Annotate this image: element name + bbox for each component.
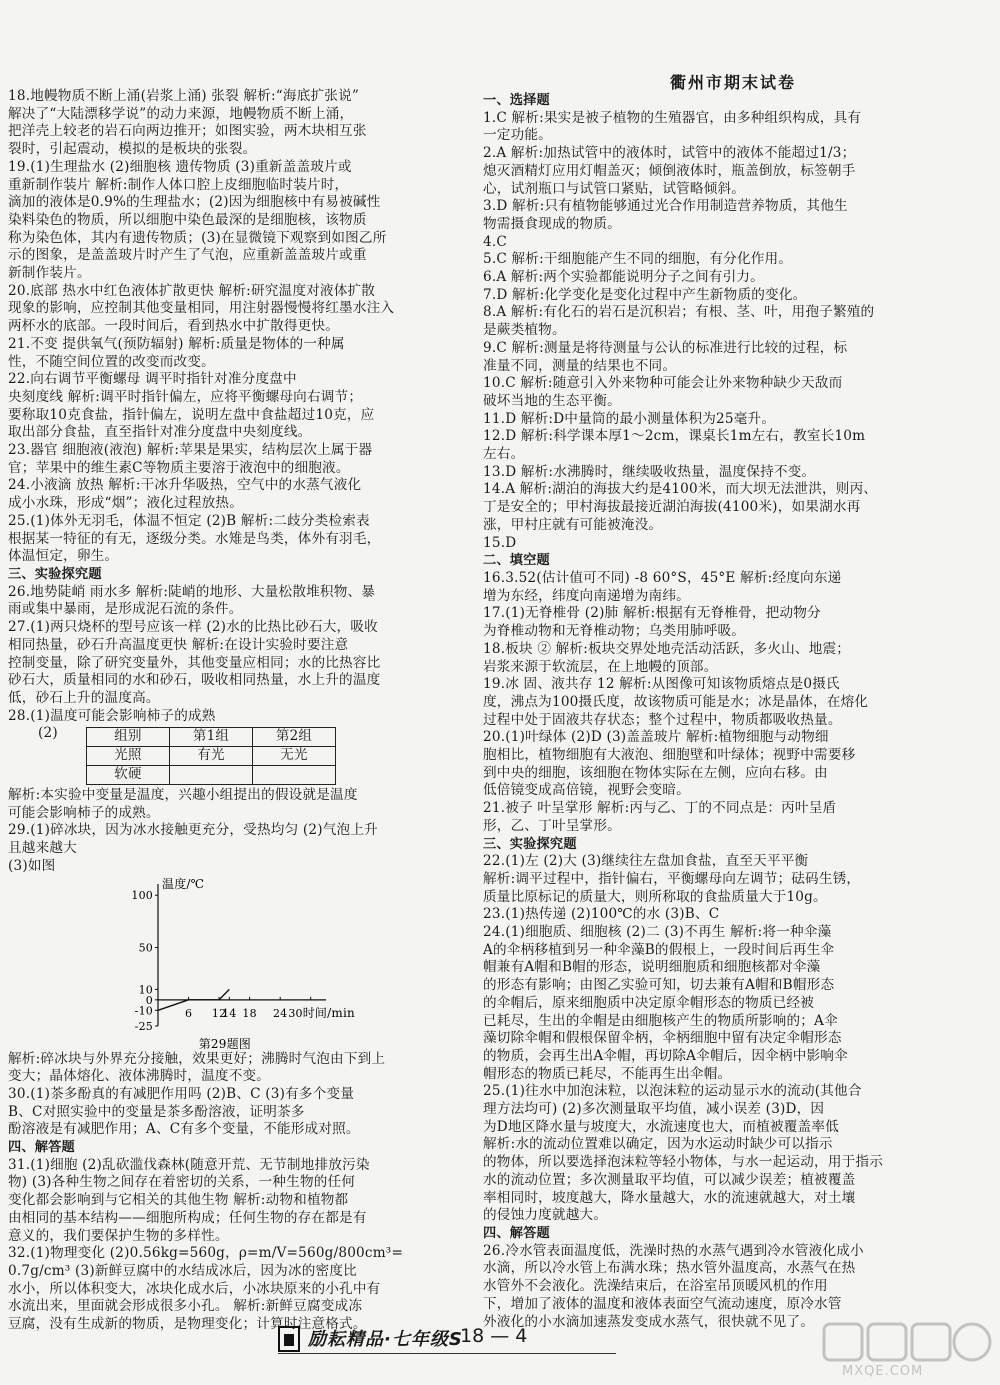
answer-line: 帽兼有A帽和B帽的形态，说明细胞质和细胞核都对伞藻 bbox=[483, 959, 821, 976]
answer-line: 涨，甲村庄就有可能被淹没。 bbox=[483, 516, 663, 533]
answer-line: 一定功能。 bbox=[483, 127, 552, 144]
answer-line: 相同热量，砂石升高温度更快 解析:在设计实验时要注意 bbox=[8, 636, 349, 653]
answer-line: 左右。 bbox=[483, 446, 525, 463]
answer-line: 成小水珠，形成“烟”；液化过程放热。 bbox=[8, 495, 243, 512]
watermark-logo bbox=[820, 1318, 995, 1380]
answer-line: 性，不随空间位置的改变而改变。 bbox=[8, 353, 215, 370]
answer-line: 24.(1)细胞质、细胞核 (2)二 (3)不再生 解析:将一种伞藻 bbox=[483, 924, 832, 941]
answer-line: 控制变量，除了研究变量外，其他变量应相同；水的比热容比 bbox=[8, 654, 381, 671]
answer-line: 重新制作装片 解析:制作人体口腔上皮细胞临时装片时， bbox=[8, 176, 349, 193]
answer-line: 9.C 解析:测量是将待测量与公认的标准进行比较的过程，标 bbox=[483, 339, 848, 356]
answer-line: 19.冰 固、液共存 12 解析:从图像可知该物质熔点是0摄氏 bbox=[483, 676, 840, 693]
section-heading: 一、选择题 bbox=[483, 93, 550, 108]
answer-line: 19.(1)生理盐水 (2)细胞核 遗传物质 (3)重新盖盖玻片或 bbox=[8, 158, 352, 175]
answer-line: 2.A 解析:加热试管中的液体时，试管中的液体不能超过1/3； bbox=[483, 145, 856, 162]
q28-header-row bbox=[87, 728, 336, 747]
answer-line: 且越来越大 bbox=[8, 840, 77, 857]
left-answer-lines-3 bbox=[8, 1051, 474, 1334]
answer-line: 染料染色的物质，所以细胞中染色最深的是细胞核，该物质 bbox=[8, 211, 367, 228]
answer-line: 10.C 解析:随意引入外来物种可能会让外来物种缺少天敌而 bbox=[483, 375, 843, 392]
answer-line: 物) (3)各种生物之间存在着密切的关系，一种生物的任何 bbox=[8, 1174, 356, 1191]
answer-line: 新制作装片。 bbox=[8, 265, 91, 282]
answer-line: 体温恒定，卵生。 bbox=[8, 548, 119, 565]
answer-line: 15.D bbox=[483, 534, 517, 551]
answer-line: 解析:调平过程中，指针偏右，平衡螺母向左调节；砝码生锈， bbox=[483, 870, 861, 887]
answer-line: 理方法均可) (2)多次测量取平均值，减小误差 (3)D，因 bbox=[483, 1101, 825, 1118]
answer-line: 25.(1)体外无羽毛，体温不恒定 (2)B 解析:二歧分类检索表 bbox=[8, 512, 370, 529]
answer-line: 解析:本实验中变量是温度，兴趣小组提出的假设就是温度 bbox=[8, 787, 358, 804]
answer-line: 8.A 解析:有化石的岩石是沉积岩；有根、茎、叶，用孢子繁殖的 bbox=[483, 304, 875, 321]
y-tick-label: 100 bbox=[131, 888, 153, 902]
answer-line: 18.地幔物质不断上涌(岩浆上涌) 张裂 解析:“海底扩张说” bbox=[8, 88, 360, 104]
answer-line: 13.D 解析:水沸腾时，继续吸收热量，温度保持不变。 bbox=[483, 463, 816, 480]
answer-line: 5.C 解析:干细胞能产生不同的细胞，有分化作用。 bbox=[483, 251, 793, 268]
answer-line: 豆腐，没有生成新的物质，是物理变化；计算时注意格式。 bbox=[8, 1316, 367, 1333]
answer-line: 27.(1)两只烧杯的型号应该一样 (2)水的比热比砂石大，吸收 bbox=[8, 619, 378, 636]
answer-line: 裂时，引起震动，模拟的是板块的张裂。 bbox=[8, 141, 257, 158]
answer-line: 1.C 解析:果实是被子植物的生殖器官，由多种组织构成，具有 bbox=[483, 109, 862, 126]
answer-line: 可能会影响柿子的成熟。 bbox=[8, 804, 160, 821]
q28-header-cell: 第1组 bbox=[170, 728, 253, 747]
section-heading: 三、实验探究题 bbox=[8, 566, 102, 582]
answer-line: 21.被子 叶呈掌形 解析:丙与乙、丁的不同点是：丙叶呈盾 bbox=[483, 800, 837, 817]
answer-line: 示的图象，是盖盖玻片时产生了气泡，应重新盖盖玻片或重 bbox=[8, 247, 367, 264]
answer-line: 两杯水的底部。一段时间后，看到热水中扩散得更快。 bbox=[8, 318, 340, 335]
answer-line: 心，试剂瓶口与试管口紧贴，试管略倾斜。 bbox=[483, 180, 746, 197]
answer-line: 的物体，所以要选择泡沫粒等轻小物体，与水一起运动，用于指示 bbox=[483, 1154, 884, 1171]
answer-line: 26.冷水管表面温度低，洗澡时热的水蒸气遇到冷水管液化成小 bbox=[483, 1242, 864, 1259]
section-heading: 二、填空题 bbox=[483, 553, 550, 569]
answer-line: 11.D 解析:D中量筒的最小测量体积为25毫升。 bbox=[483, 410, 776, 427]
answer-line: 率相同时，坡度越大，降水量越大，水的流速就越大，对土壤 bbox=[483, 1189, 856, 1206]
answer-line: 变化都会影响到与它相关的其他生物 解析:动物和植物都 bbox=[8, 1192, 349, 1209]
x-tick-label: 14 bbox=[222, 1006, 237, 1020]
answer-line: 28.(1)温度可能会影响柿子的成熟 bbox=[8, 707, 216, 724]
answer-line: 帽形态的物质已耗尽，不能再生出伞帽。 bbox=[483, 1065, 732, 1082]
answer-line: 增为东经，纬度向南递增为南纬。 bbox=[483, 587, 690, 604]
answer-line: 水滴，所以冷水管上布满水珠；热水管外温度高，水蒸气在热 bbox=[483, 1260, 856, 1277]
answer-line: 为脊椎动物和无脊椎动物；乌类用肺呼吸。 bbox=[483, 623, 746, 640]
answer-line: 3.D 解析:只有植物能够通过光合作用制造营养物质，其他生 bbox=[483, 198, 848, 215]
q28-cell: 软硬 bbox=[87, 766, 170, 785]
answer-line: 形，乙、丁叶呈掌形。 bbox=[483, 817, 621, 834]
answer-line: 29.(1)碎冰块，因为冰水接触更充分，受热均匀 (2)气泡上升 bbox=[8, 822, 378, 839]
x-tick-label: 12 bbox=[211, 1006, 227, 1020]
answer-line: 已耗尽，生出的伞帽是由细胞核产生的物质所影响的；A伞 bbox=[483, 1012, 838, 1029]
answer-line: 低，砂石上升的温度高。 bbox=[8, 689, 160, 706]
answer-line: 18.板块 ② 解析:板块交界处地壳活动活跃，多火山、地震； bbox=[483, 640, 851, 657]
answer-line: 26.地势陡峭 雨水多 解析:陡峭的地形、大量松散堆积物、暴 bbox=[8, 583, 376, 600]
watermark-text: MXQE.COM bbox=[842, 1364, 924, 1379]
q28-cell: 有光 bbox=[170, 747, 253, 766]
answer-line: 变大；晶体熔化、液体沸腾时，温度不变。 bbox=[8, 1068, 271, 1085]
q28-table bbox=[86, 727, 336, 785]
answer-line: 32.(1)物理变化 (2)0.56kg=560g，ρ=m/V=560g/800cm³= bbox=[8, 1245, 404, 1262]
answer-line: 16.3.52(估计值可不同) -8 60°S，45°E 解析:经度向东递 bbox=[483, 569, 842, 586]
q28-cell bbox=[170, 766, 253, 785]
answer-line: 低倍镜变成高倍镜，视野会变暗。 bbox=[483, 782, 690, 799]
answer-line: 23.器官 细胞液(液泡) 解析:苹果是果实，结构层次上属于器 bbox=[8, 442, 373, 459]
q28-row bbox=[87, 747, 336, 766]
y-tick-label: 10 bbox=[138, 982, 153, 996]
answer-line: 丁是安全的；甲村海拔最接近湖泊海拔(4100米)，如果湖水再 bbox=[483, 499, 861, 516]
answer-line: 把洋壳上较老的岩石向两边推开；如图实验，两木块相互张 bbox=[8, 123, 367, 140]
x-tick-label: 6 bbox=[184, 1006, 193, 1020]
left-column bbox=[8, 88, 474, 1334]
answer-line: (3)如图 bbox=[8, 857, 56, 874]
exam-title: 衢州市期末试卷 bbox=[669, 73, 796, 92]
answer-line: 央刻度线 解析:调平时指针偏左，应将平衡螺母向右调节； bbox=[8, 388, 363, 405]
answer-line: 根据某一特征的有无，逐级分类。水雉是鸟类，体外有羽毛， bbox=[8, 530, 381, 547]
q28-cell bbox=[253, 766, 336, 785]
answer-line: 23.(1)热传递 (2)100℃的水 (3)B、C bbox=[483, 906, 720, 923]
answer-line: 质量比原标记的质量大，则所称取的食盐质量大于10g。 bbox=[483, 888, 827, 905]
answer-line: 官；苹果中的维生素C等物质主要溶于液泡中的细胞液。 bbox=[8, 459, 350, 476]
answer-line: 的形态有影响；由图乙实验可知，切去兼有A帽和B帽形态 bbox=[483, 977, 835, 994]
answer-line: 要称取10克食盐，指针偏左，说明左盘中食盐超过10克，应 bbox=[8, 406, 375, 423]
answer-line: 为D地区降水量与坡度大，水流速度也大，而植被覆盖率低 bbox=[483, 1118, 839, 1135]
x-tick-label: 18 bbox=[242, 1006, 257, 1020]
answer-line: 24.小液滴 放热 解析:干冰升华吸热，空气中的水蒸气液化 bbox=[8, 477, 362, 494]
answer-line: 25.(1)往水中加泡沫粒，以泡沫粒的运动显示水的流动(其他合 bbox=[483, 1083, 862, 1100]
answer-line: 20.底部 热水中红色液体扩散更快 解析:研究温度对液体扩散 bbox=[8, 282, 376, 299]
answer-line: 17.(1)无脊椎骨 (2)肺 解析:根据有无脊椎骨，把动物分 bbox=[483, 605, 821, 622]
answer-line: 水小，所以体积变大，冰块化成水后，小冰块原来的小孔中有 bbox=[8, 1280, 381, 1297]
brand-logo-icon bbox=[278, 1326, 300, 1352]
left-answer-lines bbox=[8, 88, 474, 725]
answer-line: 31.(1)细胞 (2)乱砍滥伐森林(随意开荒、无节制地排放污染 bbox=[8, 1156, 370, 1173]
q28-row bbox=[87, 766, 336, 785]
page-number: 18 — 4 bbox=[460, 1325, 528, 1347]
y-axis-label: 温度/℃ bbox=[162, 876, 205, 891]
footer-rule bbox=[278, 1353, 616, 1354]
answer-line: 藻切除伞帽和假根保留伞柄，伞柄细胞中留有决定伞帽形态 bbox=[483, 1030, 842, 1047]
page-footer bbox=[278, 1324, 638, 1354]
answer-line: 4.C bbox=[483, 233, 507, 250]
answer-line: 外液化的小水滴加速蒸发变成水蒸气，很快就不见了。 bbox=[483, 1313, 815, 1330]
answer-line: 21.不变 提供氧气(预防辐射) 解析:质量是物体的一种属 bbox=[8, 335, 345, 352]
y-tick-label: -25 bbox=[134, 1019, 153, 1033]
answer-line: 熄灭酒精灯应用灯帽盖灭；倾倒液体时，瓶盖倒放，标签朝手 bbox=[483, 162, 856, 179]
y-tick-label: 0 bbox=[145, 993, 153, 1007]
q29-chart bbox=[8, 876, 474, 1051]
answer-line: 意义的，我们要保护生物的多样性。 bbox=[8, 1227, 229, 1244]
left-answer-lines-2 bbox=[8, 787, 474, 876]
q28-prefix: (2) bbox=[38, 725, 58, 742]
answer-line: B、C对照实验中的变量是茶多酚溶液，证明茶多 bbox=[8, 1103, 305, 1120]
answer-line: 现象的影响，应控制其他变量相同，用注射器慢慢将红墨水注入 bbox=[8, 300, 395, 317]
answer-line: 下，增加了液体的温度和液体表面空气流动速度，原冷水管 bbox=[483, 1295, 842, 1312]
answer-line: 取出部分食盐，直至指针对准分度盘中央刻度线。 bbox=[8, 424, 312, 441]
answer-line: 准量不同，测量的结果也不同。 bbox=[483, 357, 677, 374]
x-tick-label: 30 bbox=[288, 1006, 303, 1020]
q28-header-cell: 组别 bbox=[87, 728, 170, 747]
chart-caption: 第29题图 bbox=[198, 1036, 252, 1051]
right-column bbox=[483, 92, 983, 1331]
answer-line: 20.(1)叶绿体 (2)D (3)盖盖玻片 解析:植物细胞与动物细 bbox=[483, 729, 829, 746]
answer-line: 的侵蚀力度就越大。 bbox=[483, 1207, 608, 1224]
answer-line: 解决了“大陆漂移学说”的动力来源，地幔物质不断上涌， bbox=[8, 105, 354, 122]
section-heading: 四、解答题 bbox=[483, 1226, 550, 1241]
watermark-stamp-icon bbox=[820, 1318, 995, 1366]
answer-line: A的伞柄移植到另一种伞藻B的假根上，一段时间后再生伞 bbox=[483, 941, 835, 958]
section-heading: 三、实验探究题 bbox=[483, 836, 577, 852]
answer-line: 解析:水的流动位置难以确定，因为水运动时缺少可以指示 bbox=[483, 1136, 833, 1153]
answer-line: 水的流动位置；多次测量取平均值，可以减少误差；植被覆盖 bbox=[483, 1171, 856, 1188]
answer-line: 物需摄食现成的物质。 bbox=[483, 215, 621, 232]
answer-line: 是蕨类植物。 bbox=[483, 322, 566, 339]
answer-line: 胞相比，植物细胞有大液泡、细胞壁和叶绿体；视野中需要移 bbox=[483, 747, 856, 764]
q28-header-cell: 第2组 bbox=[253, 728, 336, 747]
answer-line: 酚溶液是有减肥作用；A、C有多个变量，不能形成对照。 bbox=[8, 1121, 360, 1138]
answer-line: 度，沸点为100摄氏度，故该物质可能是水；冰是晶体，在熔化 bbox=[483, 693, 869, 710]
answer-line: 砂石大，质量相同的水和砂石，吸收相同热量，水上升的温度 bbox=[8, 672, 381, 689]
answer-line: 30.(1)茶多酚真的有减肥作用吗 (2)B、C (3)有多个变量 bbox=[8, 1085, 355, 1102]
footer-brand: 励耘精品·七年级S bbox=[308, 1329, 463, 1350]
x-axis-label: 时间/min bbox=[302, 1005, 355, 1020]
y-tick-label: -10 bbox=[134, 1003, 153, 1017]
x-tick-label: 24 bbox=[272, 1006, 288, 1020]
section-heading: 四、解答题 bbox=[8, 1140, 75, 1156]
q28-cell: 光照 bbox=[87, 747, 170, 766]
answer-line: 解析:碎冰块与外界充分接触，效果更好；沸腾时气泡由下到上 bbox=[8, 1050, 386, 1067]
answer-line: 滴加的液体是0.9%的生理盐水；(2)因为细胞核中有易被碱性 bbox=[8, 194, 381, 211]
answer-line: 雨或集中暴雨，是形成泥石流的条件。 bbox=[8, 601, 243, 618]
y-tick-label: 50 bbox=[138, 941, 153, 955]
answer-line: 的物质，会再生出A伞帽，再切除A伞帽后，因伞柄中影响伞 bbox=[483, 1047, 848, 1064]
answer-line: 0.7g/cm³ (3)新鲜豆腐中的水结成冰后，因为冰的密度比 bbox=[8, 1262, 357, 1279]
answer-line: 由相同的基本结构——细胞所构成；任何生物的存在都是有 bbox=[8, 1209, 367, 1226]
q29-chart-svg bbox=[8, 876, 355, 1051]
answer-line: 的伞帽后，原来细胞质中决定原伞帽形态的物质已经被 bbox=[483, 994, 815, 1011]
answer-line: 14.A 解析:湖泊的海拔大约是4100米，而大坝无法泄洪，则丙、 bbox=[483, 481, 878, 498]
right-answer-lines bbox=[483, 92, 983, 1331]
answer-line: 12.D 解析:科学课本厚1～2cm，课桌长1m左右，教室长10m bbox=[483, 428, 866, 445]
answer-line: 到中央的细胞，该细胞在物体实际在左侧，应向右移。由 bbox=[483, 764, 828, 781]
answer-line: 称为染色体，其内有遗传物质；(3)在显微镜下观察到如图乙所 bbox=[8, 229, 387, 246]
answer-line: 7.D 解析:化学变化是变化过程中产生新物质的变化。 bbox=[483, 286, 807, 303]
q28-cell: 无光 bbox=[253, 747, 336, 766]
answer-line: 水管外不会液化。洗澡结束后，在浴室吊顶暖风机的作用 bbox=[483, 1278, 828, 1295]
answer-line: 过程中处于固液共存状态；整个过程中，物质都吸收热量。 bbox=[483, 711, 842, 728]
answer-line: 6.A 解析:两个实验都能说明分子之间有引力。 bbox=[483, 269, 764, 286]
answer-line: 岩浆来源于软流层，在上地幔的顶部。 bbox=[483, 658, 718, 675]
answer-line: 22.(1)左 (2)大 (3)继续往左盘加食盐，直至天平平衡 bbox=[483, 853, 809, 870]
answer-line: 22.向右调节平衡螺母 调平时指针对准分度盘中 bbox=[8, 371, 297, 388]
answer-line: 破坏当地的生态平衡。 bbox=[483, 392, 621, 409]
answer-line: 水流出来，里面就会形成很多小孔。 解析:新鲜豆腐变成冻 bbox=[8, 1298, 363, 1315]
